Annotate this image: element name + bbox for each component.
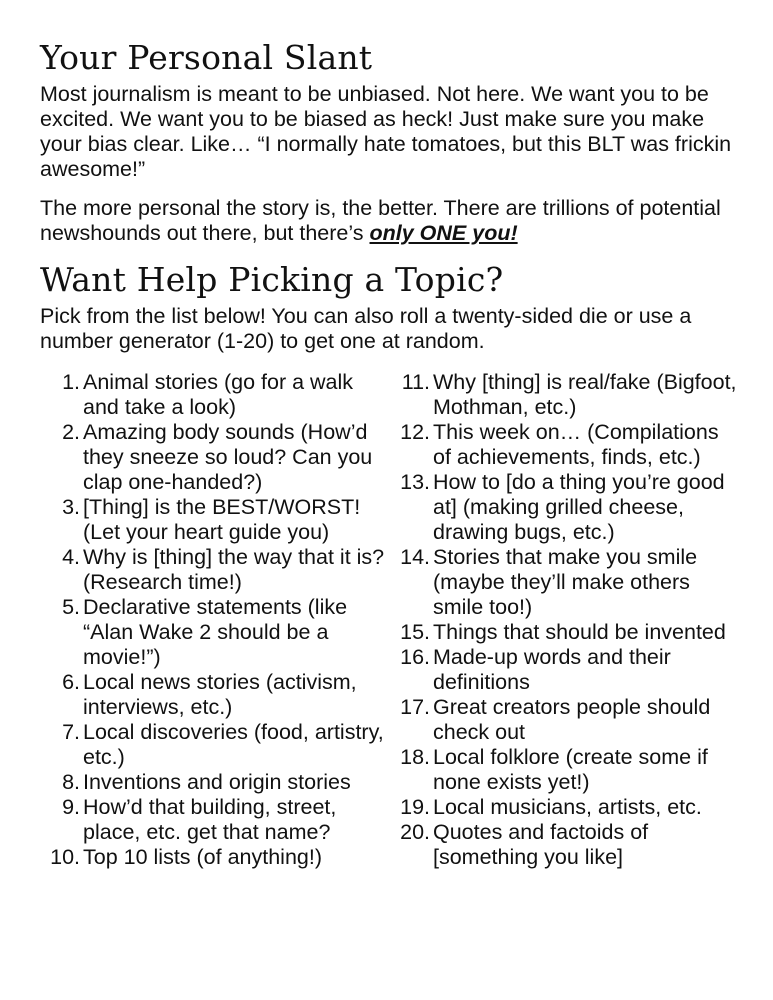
topic-item: [40, 720, 390, 770]
topic-item: [40, 495, 390, 545]
topic-text: Declarative statements (like “Alan Wake 2 should be a movie!”): [83, 595, 348, 669]
topic-number: 10.: [50, 845, 80, 869]
topic-item: [390, 370, 740, 420]
topic-text: Local folklore (create some if none exists yet!): [433, 745, 708, 794]
heading-picking-topic: Want Help Picking a Topic?: [40, 260, 504, 299]
topic-item: [390, 795, 740, 820]
topic-number: 15.: [400, 620, 430, 644]
topic-text: Stories that make you smile (maybe they’ll make others smile too!): [433, 545, 698, 619]
paragraph-personal-story-text: The more personal the story is, the better. There are trillions of potential newshounds out there, but there’s: [40, 196, 721, 245]
topic-number: 3.: [62, 495, 80, 519]
paragraph-personal-story: [40, 196, 740, 246]
topic-text: How’d that building, street, place, etc. get that name?: [83, 795, 337, 844]
heading-personal-slant: Your Personal Slant: [40, 38, 373, 77]
emphasis-only-one-you: only ONE you!: [369, 221, 518, 245]
topic-item: [40, 845, 390, 870]
topic-text: Inventions and origin stories: [83, 770, 351, 794]
topic-number: 8.: [62, 770, 80, 794]
paragraph-unbiased: Most journalism is meant to be unbiased. Not here. We want you to be excited. We want you to be biased as heck! Just make sure you make your bias clear. Like… “I normally hate tomatoes, but this BLT was frickin awesome!”: [40, 82, 732, 181]
topic-number: 20.: [400, 820, 430, 844]
topic-list-left: [40, 370, 390, 870]
topic-number: 7.: [62, 720, 80, 744]
topic-number: 5.: [62, 595, 80, 619]
topic-lists: [40, 370, 740, 950]
topic-number: 9.: [62, 795, 80, 819]
topic-text: [Thing] is the BEST/WORST! (Let your heart guide you): [83, 495, 361, 544]
topic-number: 11.: [401, 370, 430, 394]
topic-item: [390, 470, 740, 545]
topic-item: [40, 545, 390, 595]
topic-text: This week on… (Compilations of achievements, finds, etc.): [433, 420, 719, 469]
topic-item: [40, 795, 390, 845]
topic-text: Amazing body sounds (How’d they sneeze so loud? Can you clap one-handed?): [83, 420, 373, 494]
topic-number: 16.: [400, 645, 430, 669]
topic-text: Local news stories (activism, interviews, etc.): [83, 670, 357, 719]
topic-number: 17.: [400, 695, 430, 719]
topic-number: 19.: [400, 795, 430, 819]
document-page: [40, 38, 740, 950]
topic-number: 14.: [400, 545, 430, 569]
topic-text: Things that should be invented: [433, 620, 726, 644]
paragraph-topic-intro: Pick from the list below! You can also roll a twenty-sided die or use a number generator (1-20) to get one at random.: [40, 304, 692, 353]
topic-number: 18.: [400, 745, 430, 769]
topic-text: How to [do a thing you’re good at] (making grilled cheese, drawing bugs, etc.): [433, 470, 725, 544]
topic-list-right: [390, 370, 740, 870]
topic-number: 4.: [62, 545, 80, 569]
topic-item: [390, 745, 740, 795]
topic-number: 1.: [62, 370, 80, 394]
topic-text: Animal stories (go for a walk and take a look): [83, 370, 354, 419]
topic-text: Top 10 lists (of anything!): [83, 845, 323, 869]
topic-item: [40, 770, 390, 795]
topic-item: [40, 370, 390, 420]
topic-item: [390, 695, 740, 745]
topic-text: Local musicians, artists, etc.: [433, 795, 702, 819]
topic-item: [390, 645, 740, 695]
topic-text: Great creators people should check out: [433, 695, 711, 744]
topic-item: [40, 595, 390, 670]
topic-text: Why [thing] is real/fake (Bigfoot, Mothman, etc.): [433, 370, 737, 419]
topic-number: 12.: [400, 420, 430, 444]
topic-text: Why is [thing] the way that it is? (Research time!): [83, 545, 385, 594]
topic-item: [40, 420, 390, 495]
topic-item: [390, 820, 740, 870]
topic-item: [390, 420, 740, 470]
topic-item: [390, 620, 740, 645]
topic-item: [390, 545, 740, 620]
topic-number: 6.: [62, 670, 80, 694]
topic-text: Quotes and factoids of [something you like]: [433, 820, 649, 869]
topic-text: Local discoveries (food, artistry, etc.): [83, 720, 384, 769]
topic-number: 2.: [62, 420, 80, 444]
topic-item: [40, 670, 390, 720]
topic-number: 13.: [400, 470, 430, 494]
topic-text: Made-up words and their definitions: [433, 645, 671, 694]
